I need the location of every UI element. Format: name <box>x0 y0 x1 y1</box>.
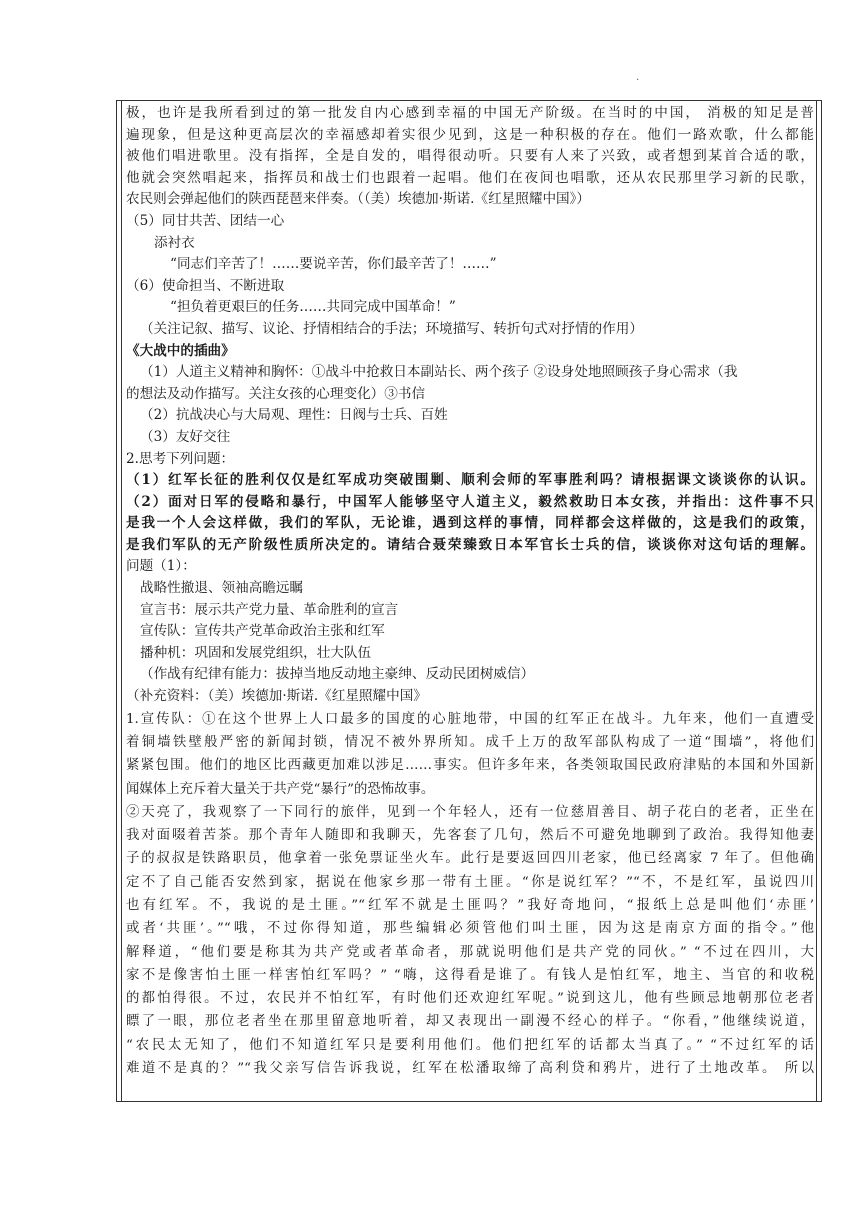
text-line: 家不是像害怕土匪一样害怕红军吗？” “嗨，这得看是谁了。有钱人是怕红军，地主、当官的和收税 <box>126 967 814 983</box>
text-line: 极，也许是我所看到过的第一批发自内心感到幸福的中国无产阶级。在当时的中国， 消极的知足是普 <box>126 105 814 121</box>
text-line: 农民则会弹起他们的陕西琵琶来伴奏。（（美）埃德加·斯诺.《红星照耀中国》） <box>126 191 591 208</box>
text-line: 的都怕得很。不过，农民并不怕红军，有时他们还欢迎红军呢。”说到这儿，他有些顾忌地朝那位老者 <box>126 991 814 1007</box>
text-line: （补充资料：（美）埃德加·斯诺.《红星照耀中国》 <box>126 688 427 705</box>
document-body <box>126 103 814 1080</box>
text-line: （5）同甘共苦、团结一心 <box>126 212 285 229</box>
text-line: “同志们辛苦了！……要说辛苦，你们最辛苦了！……” <box>170 256 497 273</box>
text-line: 《大战中的插曲》 <box>126 342 235 359</box>
text-line: 瞟了一眼，那位老者坐在那里留意地听着，却又表现出一副漫不经心的样子。“你看，”他继续说道， <box>126 1014 814 1030</box>
text-line: 宣言书：展示共产党力量、革命胜利的宣言 <box>140 601 399 618</box>
text-line: 紧紧包围。他们的地区比西藏更加难以涉足……事实。但许多年来，各类领取国民政府津贴的本国和外国新 <box>126 758 814 774</box>
text-line: （关注记叙、描写、议论、抒情相结合的手法；环境描写、转折句式对抒情的作用） <box>140 320 643 337</box>
text-line: 解释道，“他们要是称其为共产党或者革命者，那就说明他们是共产党的同伙。” “不过在四川，大 <box>126 944 814 960</box>
text-line: （1）人道主义精神和胸怀：①战斗中抢救日本副站长、两个孩子 ②设身处地照顾孩子身心需求（我 <box>140 364 738 381</box>
text-line: 我对面啜着苦茶。那个青年人随即和我聊天，先客套了几句，然后不可避免地聊到了政治。我得知他妻 <box>126 828 814 844</box>
text-line: “担负着更艰巨的任务……共同完成中国革命！” <box>170 299 456 316</box>
text-line: 的想法及动作描写。关注女孩的心理变化）③书信 <box>126 385 426 402</box>
text-line: 定不了自己能否安然到家，据说在他家乡那一带有土匪。“你是说红军？”“不，不是红军，虽说四川 <box>126 874 814 890</box>
text-line: 着铜墙铁壁般严密的新闻封锁，情况不被外界所知。成千上万的敌军部队构成了一道“围墙”，将他们 <box>126 734 814 750</box>
text-line: 是我一个人会这样做，我们的军队，无论谁，遇到这样的事情，同样都会这样做的，这是我们的政策， <box>126 515 814 532</box>
text-line: 或者‘共匪’。”“哦，不过你得知道，那些编辑必须管他们叫土匪，因为这是南京方面的指令。”他 <box>126 921 814 937</box>
supplementary-excerpt <box>126 708 814 1081</box>
page-mark: . <box>636 72 640 83</box>
text-line: （1）红军长征的胜利仅仅是红军成功突破围剿、顺利会师的军事胜利吗？请根据课文谈谈你的认识。 <box>126 472 814 489</box>
text-line: “农民太无知了，他们不知道红军只是要利用他们。他们把红军的话都太当真了。” “不过红军的话 <box>126 1037 814 1053</box>
text-line: ②天亮了，我观察了一下同行的旅伴，见到一个年轻人，还有一位慈眉善目、胡子花白的老者，正坐在 <box>126 804 814 820</box>
notes-section <box>126 103 814 708</box>
text-line: 也有红军。不，我说的是土匪。”“红军不就是土匪吗？”我好奇地问，“报纸上总是叫他们‘赤匪’ <box>126 898 814 913</box>
text-line: 问题（1）： <box>126 558 196 575</box>
text-line: （6）使命担当、不断进取 <box>126 277 285 294</box>
text-line: 宣传队：宣传共产党革命政治主张和红军 <box>140 623 385 640</box>
text-line: （2）抗战决心与大局观、理性：日阀与士兵、百姓 <box>140 407 448 424</box>
text-line: 难道不是真的？”“我父亲写信告诉我说，红军在松潘取缔了高利贷和鸦片，进行了土地改革。 所以 <box>126 1061 814 1077</box>
text-line: 遍现象，但是这种更高层次的幸福感却着实很少见到，这是一种积极的存在。他们一路欢歌，什么都能 <box>126 126 814 143</box>
text-line: 添衬衣 <box>154 234 195 251</box>
text-line: 他就会突然唱起来，指挥员和战士们也跟着一起唱。他们在夜间也唱歌，还从农民那里学习新的民歌， <box>126 169 814 186</box>
text-line: 战略性撤退、领袖高瞻远瞩 <box>140 580 304 597</box>
text-line: （2）面对日军的侵略和暴行，中国军人能够坚守人道主义，毅然救助日本女孩，并指出：这件事不只 <box>126 493 814 510</box>
text-line: 2.思考下列问题： <box>126 450 235 467</box>
text-line: 子的叔叔是铁路职员，他拿着一张免票证坐火车。此行是要返回四川老家，他已经离家 7 年了。但他确 <box>126 851 814 867</box>
text-line: 闻媒体上充斥着大量关于共产党“暴行”的恐怖故事。 <box>126 781 435 797</box>
text-line: （3）友好交往 <box>140 428 231 445</box>
text-line: 被他们唱进歌里。没有指挥，全是自发的，唱得很动听。只要有人来了兴致，或者想到某首合适的歌， <box>126 148 814 165</box>
text-line: 1.宣传队：①在这个世界上人口最多的国度的心脏地带，中国的红军正在战斗。九年来，他们一直遭受 <box>126 711 814 727</box>
text-line: （作战有纪律有能力：拔掉当地反动地主豪绅、反动民团树威信） <box>140 666 535 683</box>
text-line: 播种机：巩固和发展党组织，壮大队伍 <box>140 644 372 661</box>
text-line: 是我们军队的无产阶级性质所决定的。请结合聂荣臻致日本军官长士兵的信，谈谈你对这句话的理解。 <box>126 536 814 553</box>
